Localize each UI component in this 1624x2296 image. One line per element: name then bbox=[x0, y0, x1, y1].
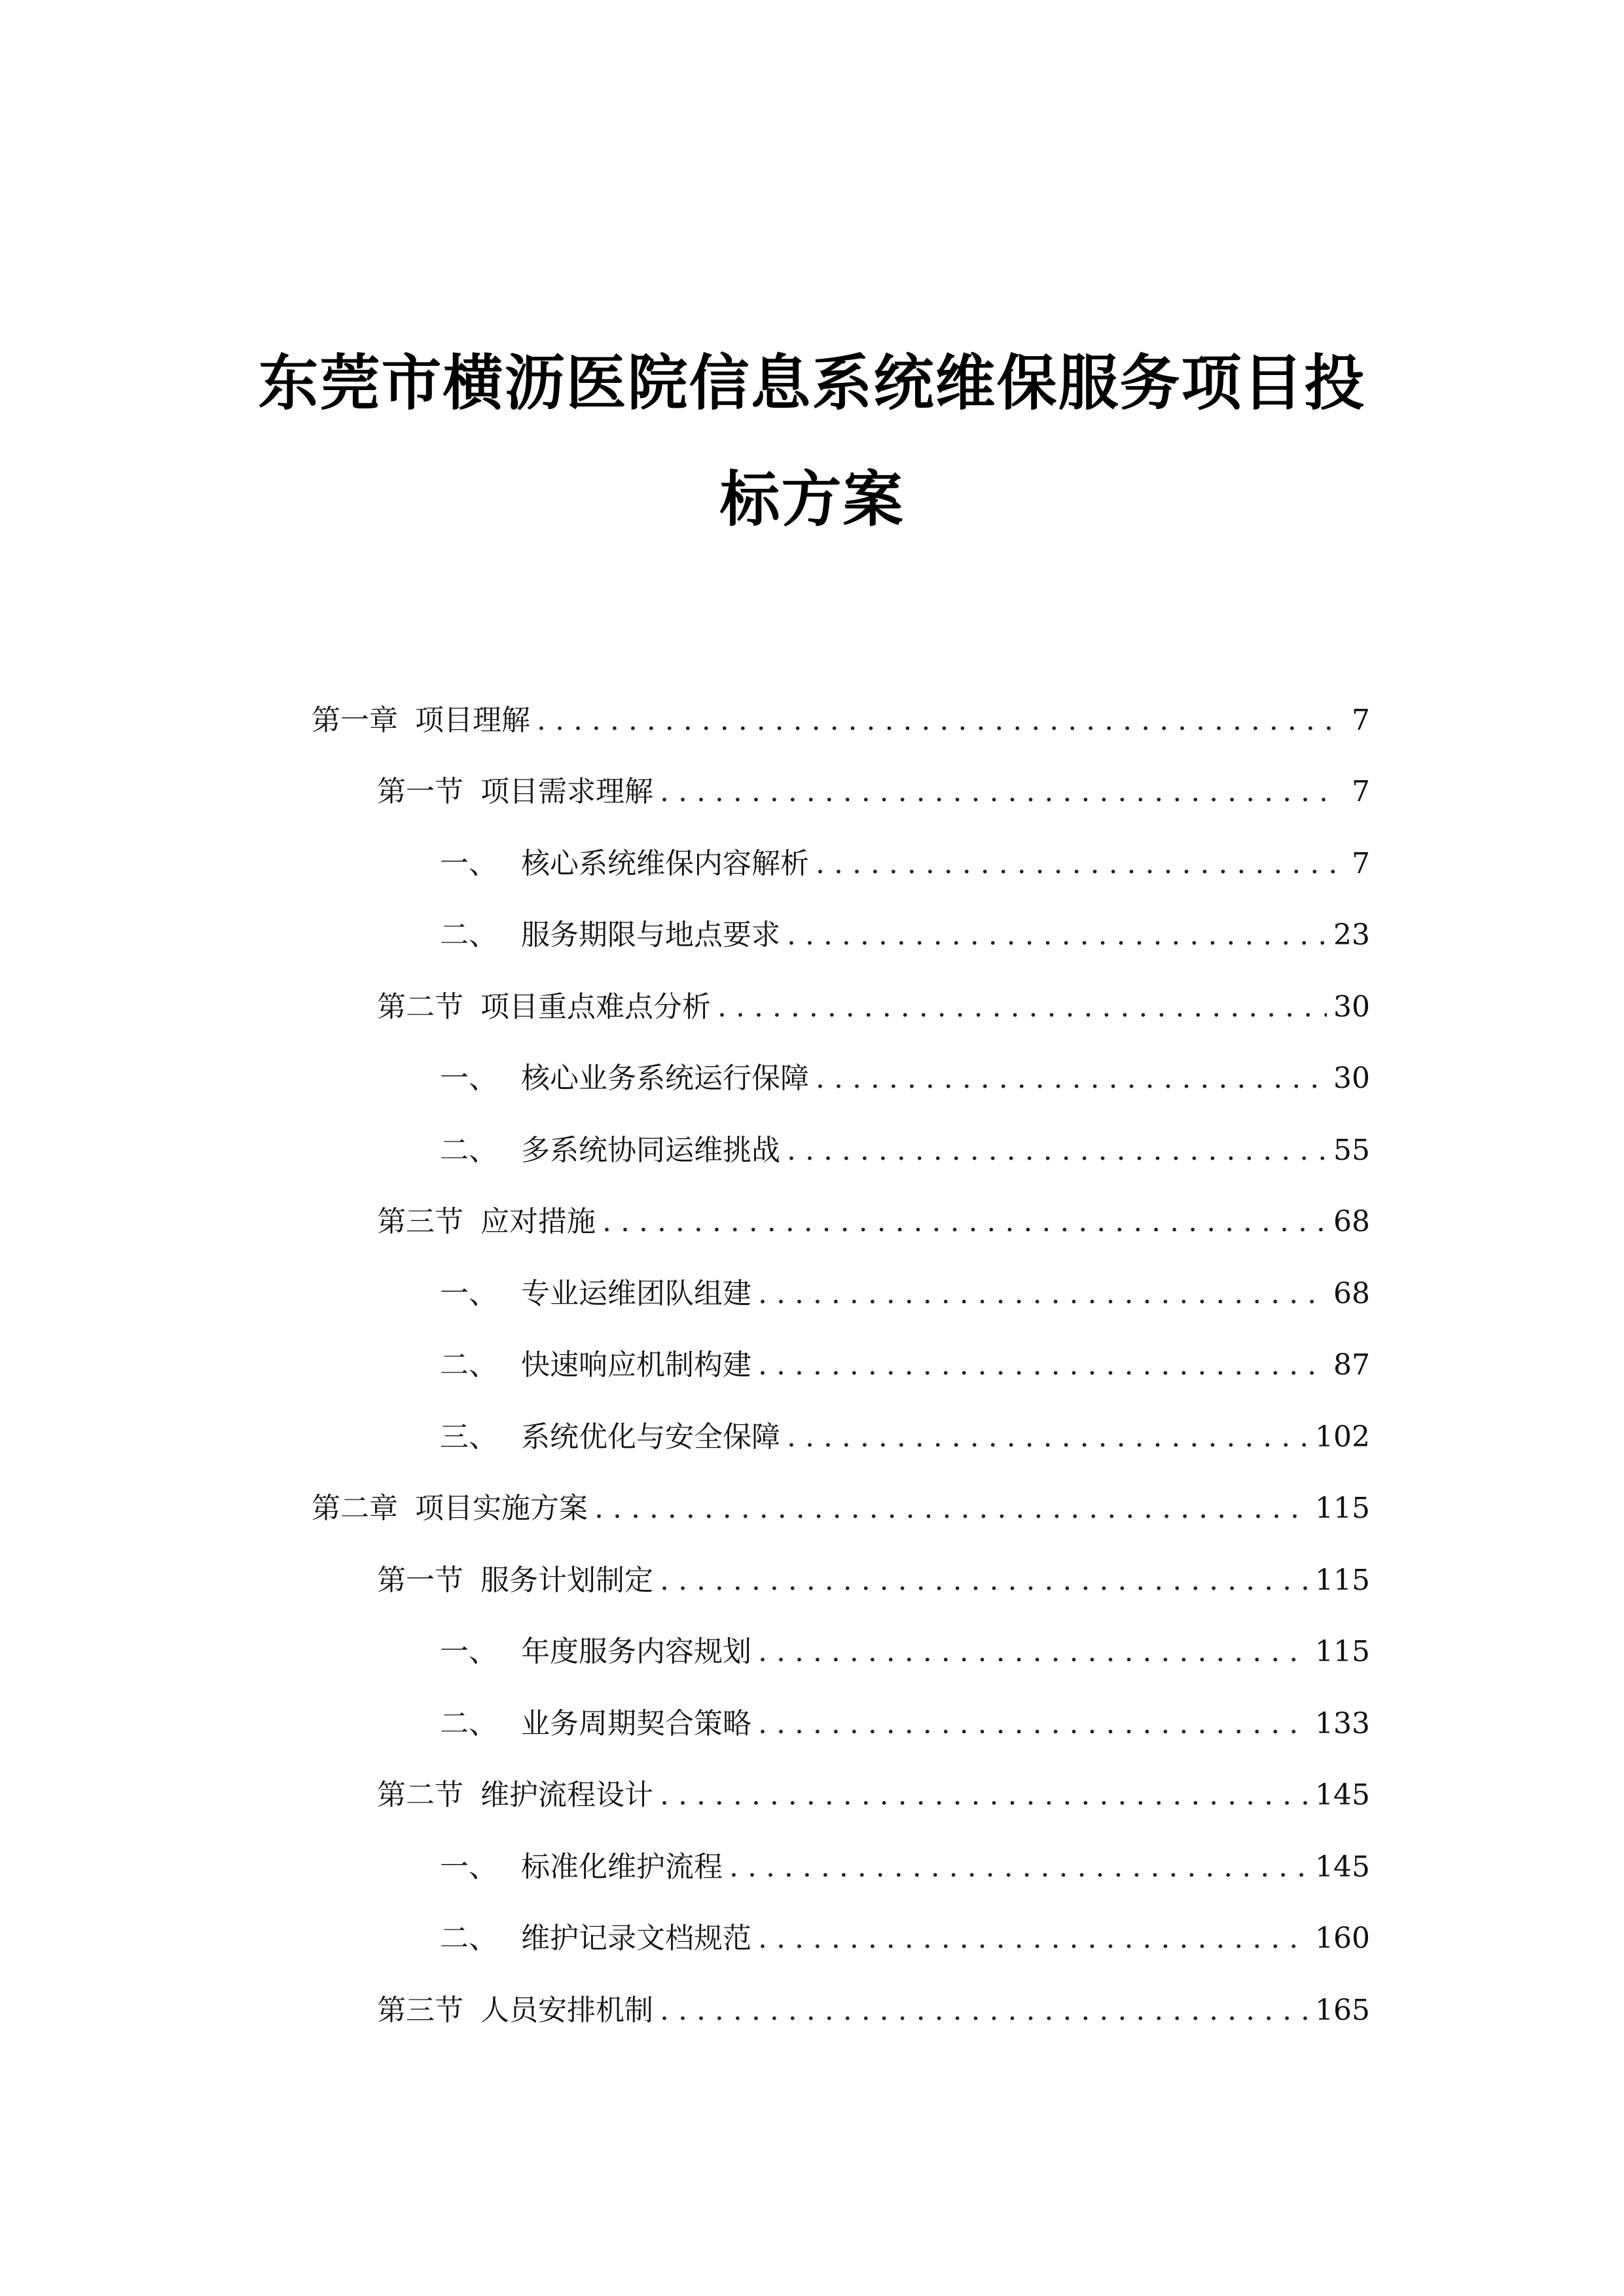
toc-entry-page: 7 bbox=[1352, 775, 1370, 808]
toc-entry[interactable] bbox=[440, 1919, 1370, 1958]
toc-entry-page: 115 bbox=[1315, 1564, 1370, 1597]
toc-dot-leader bbox=[537, 701, 1337, 740]
toc-entry-page: 115 bbox=[1315, 1492, 1370, 1525]
toc-entry-page: 68 bbox=[1333, 1277, 1370, 1310]
toc-entry-label: 项目实施方案 bbox=[415, 1492, 588, 1525]
toc-entry-number: 二、 bbox=[440, 918, 497, 952]
toc-entry-label: 核心业务系统运行保障 bbox=[521, 1062, 809, 1095]
toc-entry[interactable] bbox=[440, 1848, 1370, 1887]
toc-dot-leader bbox=[660, 772, 1337, 812]
toc-entry[interactable] bbox=[377, 772, 1370, 812]
toc-dot-leader bbox=[660, 1776, 1308, 1815]
toc-entry-page: 30 bbox=[1333, 1062, 1370, 1095]
toc-entry-page: 7 bbox=[1352, 847, 1370, 880]
toc-entry-number: 三、 bbox=[440, 1420, 497, 1454]
toc-entry-label: 维护流程设计 bbox=[480, 1778, 653, 1812]
toc-entry-number: 一、 bbox=[440, 1062, 497, 1095]
toc-entry-page: 87 bbox=[1333, 1348, 1370, 1382]
toc-dot-leader bbox=[758, 1274, 1327, 1314]
toc-entry-label: 核心系统维保内容解析 bbox=[521, 847, 809, 880]
toc-entry-label: 服务计划制定 bbox=[480, 1564, 653, 1597]
toc-dot-leader bbox=[758, 1632, 1308, 1672]
toc-entry-number: 第二章 bbox=[312, 1492, 398, 1525]
toc-entry-number: 二、 bbox=[440, 1348, 497, 1382]
toc-dot-leader bbox=[660, 1561, 1308, 1600]
toc-entry-label: 项目需求理解 bbox=[480, 775, 653, 808]
toc-dot-leader bbox=[787, 1131, 1327, 1170]
toc-entry-label: 多系统协同运维挑战 bbox=[521, 1134, 780, 1167]
toc-entry[interactable] bbox=[377, 1202, 1370, 1242]
toc-entry-label: 人员安排机制 bbox=[480, 1994, 653, 2027]
toc-dot-leader bbox=[787, 916, 1327, 955]
toc-entry[interactable] bbox=[440, 1704, 1370, 1744]
toc-entry-number: 二、 bbox=[440, 1134, 497, 1167]
toc-entry[interactable] bbox=[440, 916, 1370, 955]
toc-dot-leader bbox=[787, 1418, 1308, 1457]
toc-entry-label: 标准化维护流程 bbox=[521, 1850, 723, 1884]
toc-dot-leader bbox=[594, 1489, 1308, 1528]
toc-dot-leader bbox=[758, 1346, 1327, 1385]
toc-entry-number: 第二节 bbox=[377, 990, 463, 1024]
toc-entry-number: 一、 bbox=[440, 1850, 497, 1884]
toc-entry-page: 68 bbox=[1333, 1205, 1370, 1238]
toc-entry-number: 第三节 bbox=[377, 1205, 463, 1238]
toc-entry-number: 第一节 bbox=[377, 1564, 463, 1597]
toc-entry-page: 55 bbox=[1333, 1134, 1370, 1167]
toc-entry-label: 项目理解 bbox=[415, 704, 530, 737]
document-title-line-1: 东莞市横沥医院信息系统维保服务项目投 bbox=[258, 348, 1366, 418]
toc-entry[interactable] bbox=[377, 1776, 1370, 1815]
toc-entry[interactable] bbox=[312, 701, 1370, 740]
toc-entry-label: 应对措施 bbox=[480, 1205, 596, 1238]
toc-entry-number: 一、 bbox=[440, 847, 497, 880]
toc-entry-number: 第三节 bbox=[377, 1994, 463, 2027]
toc-entry-page: 115 bbox=[1315, 1635, 1370, 1668]
toc-entry[interactable] bbox=[377, 1561, 1370, 1600]
toc-entry-number: 第一章 bbox=[312, 704, 398, 737]
toc-entry-page: 133 bbox=[1315, 1707, 1370, 1740]
toc-entry-page: 7 bbox=[1352, 704, 1370, 737]
toc-entry[interactable] bbox=[312, 1489, 1370, 1528]
toc-entry-label: 专业运维团队组建 bbox=[521, 1277, 751, 1310]
toc-entry-label: 项目重点难点分析 bbox=[480, 990, 711, 1024]
toc-entry[interactable] bbox=[440, 844, 1370, 884]
toc-entry-number: 一、 bbox=[440, 1277, 497, 1310]
toc-entry-page: 102 bbox=[1315, 1420, 1370, 1454]
toc-entry[interactable] bbox=[440, 1632, 1370, 1672]
toc-entry-number: 第一节 bbox=[377, 775, 463, 808]
toc-entry-label: 年度服务内容规划 bbox=[521, 1635, 751, 1668]
toc-entry-page: 23 bbox=[1333, 918, 1370, 952]
toc-entry-label: 服务期限与地点要求 bbox=[521, 918, 780, 952]
toc-entry-label: 维护记录文档规范 bbox=[521, 1922, 751, 1955]
toc-dot-leader bbox=[729, 1848, 1308, 1887]
toc-entry-label: 快速响应机制构建 bbox=[521, 1348, 751, 1382]
document-title-line-2: 标方案 bbox=[719, 465, 905, 535]
toc-entry[interactable] bbox=[377, 988, 1370, 1027]
toc-entry-number: 二、 bbox=[440, 1707, 497, 1740]
toc-entry[interactable] bbox=[440, 1418, 1370, 1457]
toc-entry-page: 145 bbox=[1315, 1778, 1370, 1812]
toc-entry[interactable] bbox=[440, 1059, 1370, 1098]
toc-dot-leader bbox=[758, 1919, 1308, 1958]
toc-entry-label: 业务周期契合策略 bbox=[521, 1707, 751, 1740]
toc-entry-number: 二、 bbox=[440, 1922, 497, 1955]
toc-entry[interactable] bbox=[377, 1991, 1370, 2030]
toc-dot-leader bbox=[602, 1202, 1327, 1242]
toc-entry-page: 30 bbox=[1333, 990, 1370, 1024]
toc-entry[interactable] bbox=[440, 1346, 1370, 1385]
toc-dot-leader bbox=[717, 988, 1327, 1027]
toc-dot-leader bbox=[660, 1991, 1308, 2030]
toc-entry-page: 165 bbox=[1315, 1994, 1370, 2027]
toc-entry-page: 145 bbox=[1315, 1850, 1370, 1884]
toc-dot-leader bbox=[758, 1704, 1308, 1744]
toc-entry-page: 160 bbox=[1315, 1922, 1370, 1955]
toc-entry[interactable] bbox=[440, 1274, 1370, 1314]
toc-entry-number: 第二节 bbox=[377, 1778, 463, 1812]
toc-entry-label: 系统优化与安全保障 bbox=[521, 1420, 780, 1454]
toc-entry-number: 一、 bbox=[440, 1635, 497, 1668]
toc-entry[interactable] bbox=[440, 1131, 1370, 1170]
toc-dot-leader bbox=[816, 844, 1337, 884]
toc-dot-leader bbox=[816, 1059, 1327, 1098]
